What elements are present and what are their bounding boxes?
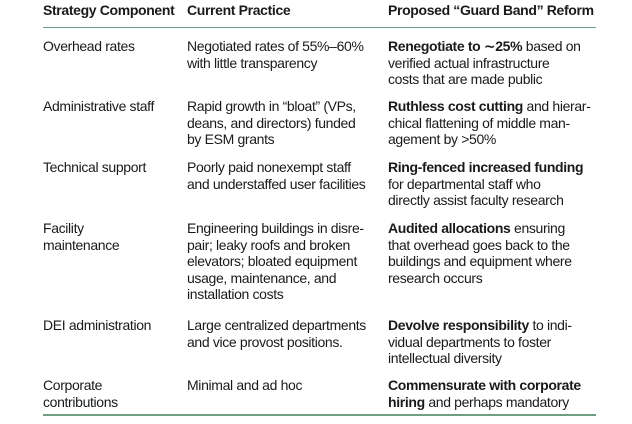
header-current-practice: Current Practice bbox=[187, 2, 291, 18]
row-component: Administrative staff bbox=[43, 98, 155, 114]
row-current-practice: Rapid growth in “bloat” (VPs, deans, and directors) funded by ESM grants bbox=[187, 98, 356, 147]
header-proposed-reform: Proposed “Guard Band” Reform bbox=[388, 2, 594, 18]
row-proposed-reform: Devolve responsibility to indi- vidual departments to foster intellectual diversity bbox=[388, 317, 572, 366]
row-current-practice: Engineering buildings in disre- pair; leaky roofs and broken elevators; bloated equipment usage, maintenance, and installation costs bbox=[187, 220, 364, 302]
row-proposed-reform: Ruthless cost cutting and hierar- chical flattening of middle man- agement by >50% bbox=[388, 98, 591, 147]
row-current-practice: Poorly paid nonexempt staff and understaffed user facilities bbox=[187, 159, 366, 192]
row-component: Technical support bbox=[43, 159, 147, 175]
split-bold-line: hiring and perhaps mandatory bbox=[388, 393, 569, 410]
row-current-practice: Negotiated rates of 55%–60% with little transparency bbox=[187, 38, 364, 71]
row-component: DEI administration bbox=[43, 317, 152, 333]
header-strategy-component: Strategy Component bbox=[43, 2, 175, 18]
header-divider bbox=[43, 27, 596, 28]
row-proposed-reform: Commensurate with corporate hiring and perhaps mandatory bbox=[388, 377, 596, 410]
row-component: Overhead rates bbox=[43, 38, 135, 54]
table-bottom-rule bbox=[43, 414, 596, 416]
row-proposed-reform: Renegotiate to ∼25% based on verified actual infrastructure costs that are made public bbox=[388, 38, 581, 87]
row-component: Corporate contributions bbox=[43, 377, 118, 410]
row-proposed-reform: Audited allocations ensuring that overhead goes back to the buildings and equipment where research occurs bbox=[388, 220, 572, 286]
row-component: Facility maintenance bbox=[43, 220, 120, 253]
row-proposed-reform: Ring-fenced increased funding for departmental staff who directly assist faculty research bbox=[388, 159, 584, 208]
row-current-practice: Large centralized departments and vice provost positions. bbox=[187, 317, 366, 350]
row-current-practice: Minimal and ad hoc bbox=[187, 377, 303, 393]
